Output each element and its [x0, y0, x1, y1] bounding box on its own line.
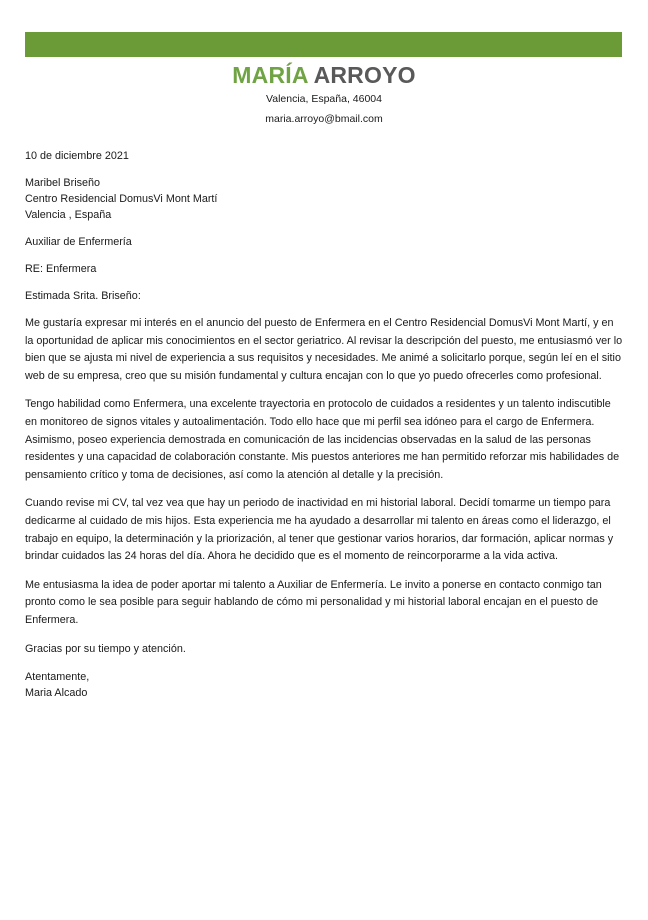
letter-paragraph: Gracias por su tiempo y atención.: [25, 642, 186, 655]
applicant-first-name: MARÍA: [232, 62, 308, 88]
letter-body: [25, 148, 623, 701]
letter-salutation: Estimada Srita. Briseño:: [25, 290, 141, 302]
letter-date: 10 de diciembre 2021: [25, 150, 129, 162]
letterhead: [0, 62, 648, 129]
header-accent-bar: [25, 32, 622, 57]
recipient-company: Centro Residencial DomusVi Mont Martí: [25, 193, 218, 205]
letter-subject: RE: Enfermera: [25, 263, 97, 275]
recipient-title: Auxiliar de Enfermería: [25, 236, 132, 248]
recipient-location: Valencia , España: [25, 209, 112, 221]
letter-paragraph: Me gustaría expresar mi interés en el anuncio del puesto de Enfermera en el Centro Residencial DomusVi Mont Martí, y en la oportunidad de aplicar mis conocimientos en el sector geriatrico. Al revisar la descripción del puesto, me entusiasmó ver lo bien que se ajusta mi nivel de experiencia a sus requisitos y necesidades. Me animé a solicitarlo porque, según leí en el sitio web de su empresa, creo que su misión fundamental y cultura encajan con lo que yo puedo ofrecerles como profesional.: [25, 317, 623, 382]
applicant-name: [0, 62, 648, 90]
letter-signature: Maria Alcado: [25, 687, 88, 700]
salutation-block: [25, 288, 623, 304]
applicant-email: maria.arroyo@bmail.com: [265, 112, 383, 125]
letter-paragraph: Tengo habilidad como Enfermera, una excelente trayectoria en protocolo de cuidados a residentes y un talento indiscutible en monitoreo de signos vitales y autoalimentación. Todo ello hace que mi perfil sea idóneo para el cargo de Enfermera. Asimismo, poseo experiencia demostrada en comunicación de las incidencias observadas en la salud de las personas residentes y una capacidad de colaboración constante. Mis puestos anteriores me han permitido reforzar mis habilidades de pensamiento crítico y toma de decisiones, así como la atención al detalle y la precisión.: [25, 398, 620, 481]
letter-paragraph: Cuando revise mi CV, tal vez vea que hay un periodo de inactividad en mi historial laboral. Decidí tomarme un tiempo para dedicarme al cuidado de mis hijos. Esta experiencia me ha ayudado a desarrollar mi talento en áreas como el liderazgo, el trabajo en equipo, la determinación y la priorización, al tener que gestionar varios horarios, dar formación, aplicar normas y brindar cuidados las 24 horas del día. Ahora he decidido que es el momento de reincorporarme a la vida activa.: [25, 497, 614, 563]
subject-block: [25, 261, 623, 277]
letter-paragraph: Me entusiasma la idea de poder aportar mi talento a Auxiliar de Enfermería. Le invito a ponerse en contacto conmigo tan pronto como le sea posible para seguir hablando de cómo mi personalidad y mi historial laboral encajan en el puesto de Enfermera.: [25, 578, 602, 626]
recipient-name: Maribel Briseño: [25, 177, 101, 189]
letter-closing: Atentamente,: [25, 671, 90, 684]
date-block: [25, 148, 623, 164]
applicant-location: Valencia, España, 46004: [266, 92, 382, 105]
recipient-title-block: [25, 234, 623, 250]
recipient-block: [25, 175, 623, 223]
applicant-last-name: ARROYO: [313, 62, 416, 88]
signature-block: [25, 669, 623, 701]
